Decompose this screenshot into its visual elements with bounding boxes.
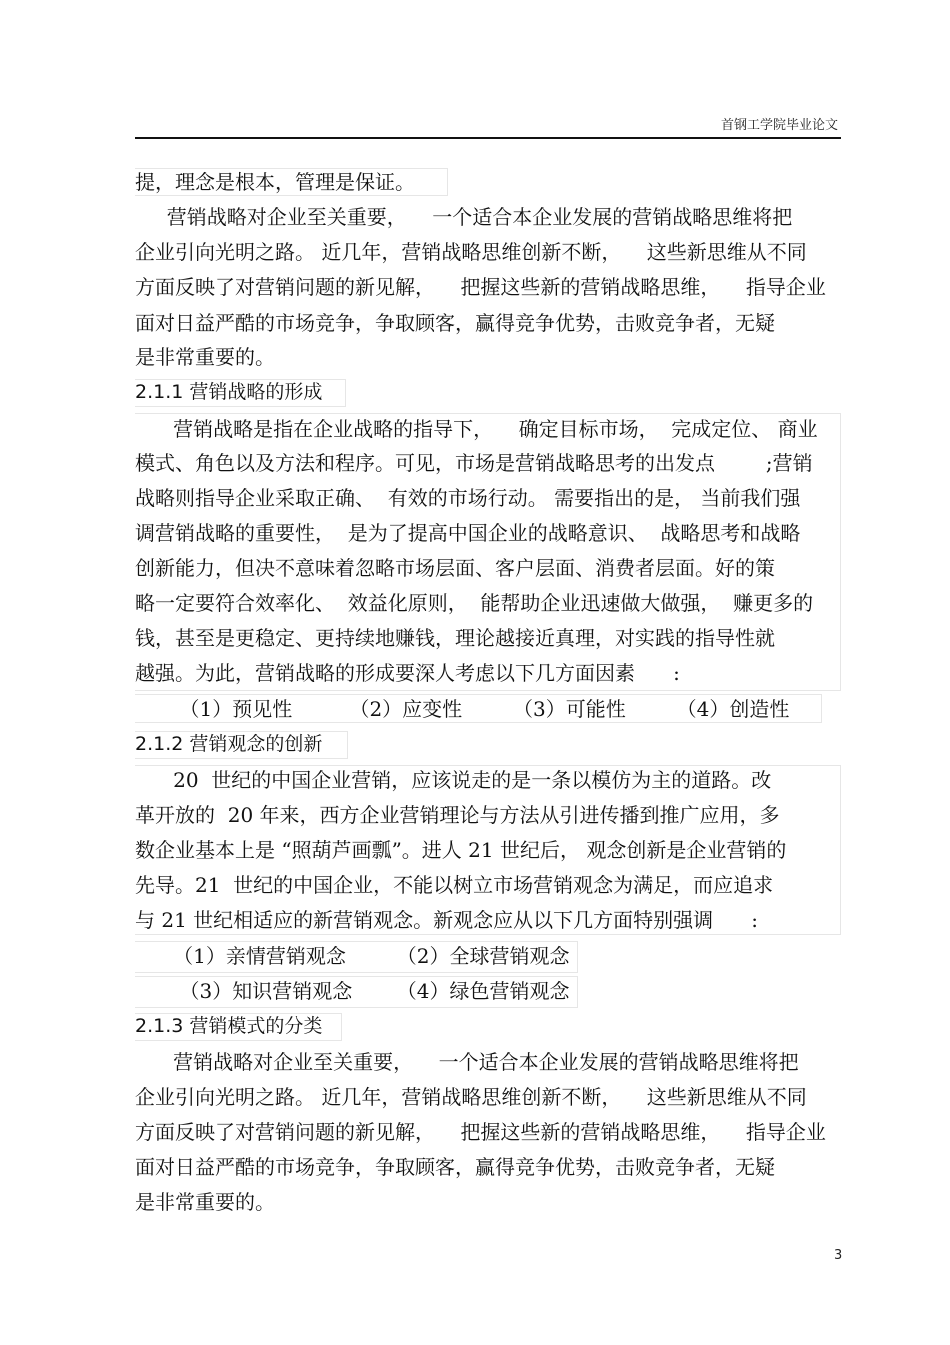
paragraph-line: 是非常重要的。 bbox=[135, 1190, 275, 1214]
paragraph-line: 面对日益严酷的市场竞争，争取顾客，赢得竞争优势，击败竞争者，无疑 bbox=[135, 1155, 775, 1179]
paragraph-line: 面对日益严酷的市场竞争，争取顾客，赢得竞争优势，击败竞争者，无疑 bbox=[135, 311, 775, 335]
paragraph-line: 方面反映了对营销问题的新见解， 把握这些新的营销战略思维， 指导企业 bbox=[135, 275, 826, 299]
paragraph-line: 企业引向光明之路。 近几年，营销战略思维创新不断， 这些新思维从不同 bbox=[135, 1085, 807, 1109]
paragraph-line: 营销战略是指在企业战略的指导下， 确定目标市场， 完成定位、 商业 bbox=[135, 417, 818, 441]
page-header bbox=[0, 0, 950, 140]
paragraph-line: 与 21 世纪相适应的新营销观念。新观念应从以下几方面特别强调 : bbox=[135, 908, 759, 932]
factor-list: （1）预见性 （2）应变性 （3）可能性 （4）创造性 bbox=[135, 697, 790, 721]
paragraph-line: 革开放的 20 年来，西方企业营销理论与方法从引进传播到推广应用，多 bbox=[135, 803, 780, 827]
paragraph-line: 方面反映了对营销问题的新见解， 把握这些新的营销战略思维， 指导企业 bbox=[135, 1120, 826, 1144]
paragraph-line: 是非常重要的。 bbox=[135, 345, 275, 369]
paragraph-line: 模式、角色以及方法和程序。可见，市场是营销战略思考的出发点 ;营销 bbox=[135, 451, 813, 475]
paragraph-line: 营销战略对企业至关重要， 一个适合本企业发展的营销战略思维将把 bbox=[135, 1050, 799, 1074]
concept-list: （3）知识营销观念 （4）绿色营销观念 bbox=[135, 979, 570, 1003]
section-heading: 2.1.1 营销战略的形成 bbox=[135, 381, 323, 403]
paragraph-line: 企业引向光明之路。 近几年，营销战略思维创新不断， 这些新思维从不同 bbox=[135, 240, 807, 264]
concept-list: （1）亲情营销观念 （2）全球营销观念 bbox=[135, 944, 570, 968]
page-number: 3 bbox=[834, 1248, 843, 1263]
section-heading: 2.1.3 营销模式的分类 bbox=[135, 1015, 323, 1037]
paragraph-line: 20 世纪的中国企业营销，应该说走的是一条以模仿为主的道路。改 bbox=[135, 768, 772, 792]
paragraph-line: 创新能力，但决不意味着忽略市场层面、客户层面、消费者层面。好的策 bbox=[135, 556, 775, 580]
paragraph-line: 先导。21 世纪的中国企业，不能以树立市场营销观念为满足，而应追求 bbox=[135, 873, 774, 897]
paragraph-line: 数企业基本上是 “照葫芦画瓢”。进人 21 世纪后， 观念创新是企业营销的 bbox=[135, 838, 787, 862]
header-divider bbox=[135, 137, 841, 139]
paragraph-line: 调营销战略的重要性， 是为了提高中国企业的战略意识、 战略思考和战略 bbox=[135, 521, 801, 545]
section-heading: 2.1.2 营销观念的创新 bbox=[135, 733, 323, 755]
paragraph-line: 越强。为此，营销战略的形成要深人考虑以下几方面因素 : bbox=[135, 661, 680, 685]
paragraph-line: 钱，甚至是更稳定、更持续地赚钱，理论越接近真理，对实践的指导性就 bbox=[135, 626, 775, 650]
paragraph-line: 提，理念是根本，管理是保证。 bbox=[135, 170, 415, 194]
header-title: 首钢工学院毕业论文 bbox=[720, 118, 838, 133]
paragraph-line: 战略则指导企业采取正确、 有效的市场行动。 需要指出的是， 当前我们强 bbox=[135, 486, 801, 510]
paragraph-line: 略一定要符合效率化、 效益化原则， 能帮助企业迅速做大做强， 赚更多的 bbox=[135, 591, 814, 615]
paragraph-line: 营销战略对企业至关重要， 一个适合本企业发展的营销战略思维将把 bbox=[135, 205, 793, 229]
